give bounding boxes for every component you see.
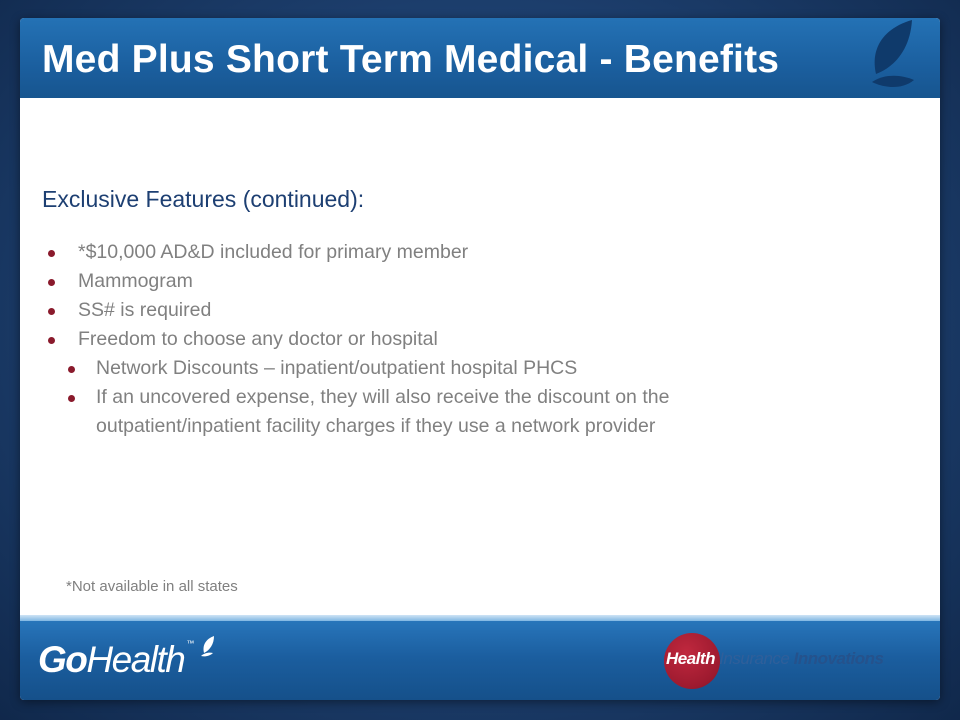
slide <box>20 18 940 700</box>
sub-list-item-text: Network Discounts – inpatient/outpatient hospital PHCS <box>96 357 578 379</box>
list-item <box>48 325 808 354</box>
slide-title: Med Plus Short Term Medical - Benefits <box>42 38 780 81</box>
gohealth-logo-health: Health <box>86 639 185 680</box>
sub-list-item <box>48 354 808 383</box>
hii-logo-innovations: Innovations <box>793 649 884 668</box>
footnote: *Not available in all states <box>66 578 238 595</box>
list-item-text: Freedom to choose any doctor or hospital <box>78 328 438 350</box>
hii-logo-health: Health <box>666 649 715 668</box>
bullet-dot-icon <box>48 279 55 286</box>
bullet-dot-icon <box>48 308 55 315</box>
list-item <box>48 267 808 296</box>
bullet-dot-icon <box>48 250 55 257</box>
footer-stripe <box>20 615 940 621</box>
feature-list <box>48 238 808 441</box>
gohealth-logo <box>38 639 194 685</box>
list-item-text: *$10,000 AD&D included for primary member <box>78 241 469 263</box>
list-item <box>48 238 808 267</box>
bullet-dot-icon <box>68 366 75 373</box>
sub-list-container <box>48 354 808 441</box>
sub-feature-list <box>48 354 808 441</box>
list-item <box>48 296 808 325</box>
list-item-text: Mammogram <box>78 270 193 292</box>
leaf-logo-icon <box>862 18 922 94</box>
sub-list-item <box>48 383 808 441</box>
bullet-dot-icon <box>48 337 55 344</box>
section-subtitle: Exclusive Features (continued): <box>42 186 365 212</box>
content-area <box>20 98 940 615</box>
trademark-mark: ™ <box>186 639 195 648</box>
bullet-dot-icon <box>68 395 75 402</box>
sub-list-item-text: If an uncovered expense, they will also receive the discount on the outpatient/inpatient facility charges if they use a network provider <box>96 386 670 437</box>
footer-bar <box>20 615 940 700</box>
hii-logo-insurance: Insurance <box>719 649 790 668</box>
hii-logo <box>666 649 884 669</box>
gohealth-leaf-icon <box>200 635 216 657</box>
list-item-text: SS# is required <box>78 299 212 321</box>
gohealth-logo-go: Go <box>38 639 87 680</box>
header-bar <box>20 18 940 98</box>
